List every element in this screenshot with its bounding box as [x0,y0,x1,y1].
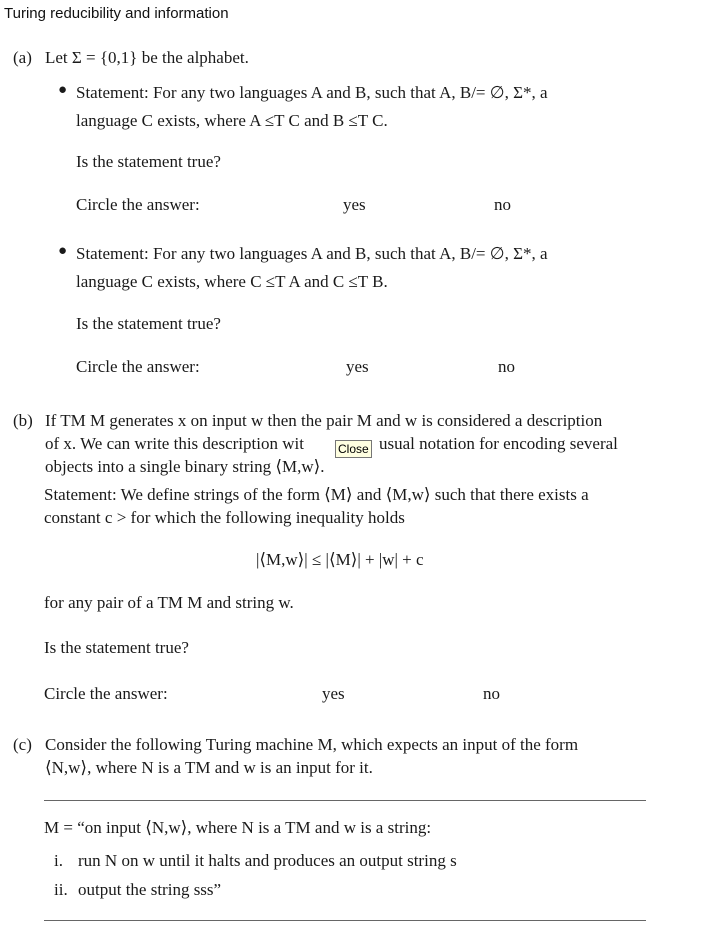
step-2-number: ii. [54,880,68,899]
bullet-2-line1: Statement: For any two languages A and B, such that A, B/= ∅, Σ*, a [76,244,548,263]
page-title: Turing reducibility and information [4,5,229,22]
step-1-number: i. [54,851,63,870]
bullet-1-question: Is the statement true? [76,152,221,171]
part-a-intro: Let Σ = {0,1} be the alphabet. [45,48,249,67]
bullet-2-circle-label: Circle the answer: [76,357,200,376]
bullet-2-answer-yes[interactable]: yes [346,357,369,376]
part-b-any-pair: for any pair of a TM M and string w. [44,593,294,612]
part-b-circle-label: Circle the answer: [44,684,168,703]
step-2-text: output the string sss” [78,880,222,899]
bullet-2-answer-no[interactable]: no [498,357,515,376]
part-b-question: Is the statement true? [44,638,189,657]
bottom-divider [44,920,646,921]
bullet-1-answer-yes[interactable]: yes [343,195,366,214]
bullet-1-answer-no[interactable]: no [494,195,511,214]
bullet-2-marker: ● [58,243,68,259]
tooltip-close-button[interactable]: Close [335,440,372,458]
part-b-line3: objects into a single binary string ⟨M,w⟩. [45,457,325,476]
part-c-label: (c) [13,735,32,754]
part-b-statement-line1: Statement: We define strings of the form ⟨M⟩ and ⟨M,w⟩ such that there exists a [44,485,589,504]
machine-definition: M = “on input ⟨N,w⟩, where N is a TM and w is a string: [44,818,432,837]
top-divider [44,800,646,801]
part-b-label: (b) [13,411,33,430]
part-b-line1: If TM M generates x on input w then the pair M and w is considered a description [45,411,603,430]
bullet-1-line1: Statement: For any two languages A and B, such that A, B/= ∅, Σ*, a [76,83,548,102]
bullet-1-line2: language C exists, where A ≤T C and B ≤T C. [76,111,388,130]
part-b-answer-no[interactable]: no [483,684,500,703]
bullet-1-marker: ● [58,82,68,98]
part-b-line2-start: of x. We can write this description wit [45,434,304,453]
bullet-2-question: Is the statement true? [76,314,221,333]
bullet-1-circle-label: Circle the answer: [76,195,200,214]
bullet-2-line2: language C exists, where C ≤T A and C ≤T B. [76,272,388,291]
part-c-line2: ⟨N,w⟩, where N is a TM and w is an input for it. [45,758,373,777]
part-b-answer-yes[interactable]: yes [322,684,345,703]
part-b-formula: |⟨M,w⟩| ≤ |⟨M⟩| + |w| + c [256,550,424,569]
part-c-line1: Consider the following Turing machine M, which expects an input of the form [45,735,579,754]
step-1-text: run N on w until it halts and produces an output string s [78,851,457,870]
part-a-label: (a) [13,48,32,67]
part-b-line2-end: usual notation for encoding several [379,434,618,453]
part-b-statement-line2: constant c > for which the following inequality holds [44,508,405,527]
